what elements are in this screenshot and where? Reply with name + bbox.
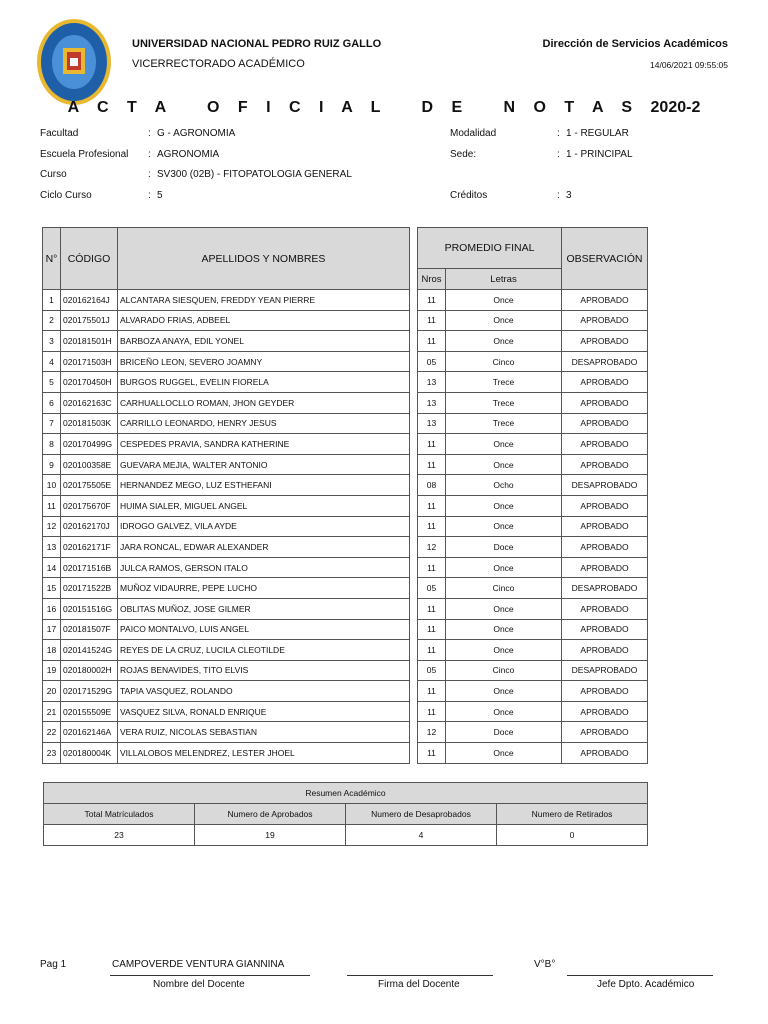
grade-row	[418, 290, 648, 311]
grade-number: 05	[418, 578, 446, 599]
observation: APROBADO	[562, 434, 648, 455]
student-code: 020171516B	[61, 557, 118, 578]
table-row	[43, 331, 410, 352]
grade-number: 11	[418, 495, 446, 516]
ciclo-label: Ciclo Curso	[40, 190, 92, 201]
modalidad-label: Modalidad	[450, 128, 497, 139]
table-row	[43, 351, 410, 372]
header-num: N°	[43, 228, 61, 290]
summary-title: Resumen Académico	[44, 783, 648, 804]
grade-row	[418, 660, 648, 681]
colon: :	[148, 128, 151, 139]
grade-row	[418, 537, 648, 558]
grade-number: 11	[418, 454, 446, 475]
grade-row	[418, 310, 648, 331]
grade-number: 11	[418, 516, 446, 537]
grade-number: 11	[418, 701, 446, 722]
student-code: 020181501H	[61, 331, 118, 352]
table-row	[43, 454, 410, 475]
student-code: 020180002H	[61, 660, 118, 681]
student-name: OBLITAS MUÑOZ, JOSE GILMER	[118, 598, 410, 619]
grade-number: 11	[418, 557, 446, 578]
head-signature-line	[567, 975, 713, 976]
row-number: 5	[43, 372, 61, 393]
row-number: 7	[43, 413, 61, 434]
student-name: ROJAS BENAVIDES, TITO ELVIS	[118, 660, 410, 681]
grade-row	[418, 475, 648, 496]
student-name: REYES DE LA CRUZ, LUCILA CLEOTILDE	[118, 640, 410, 661]
student-code: 020181507F	[61, 619, 118, 640]
summary-total: 23	[44, 825, 195, 846]
row-number: 10	[43, 475, 61, 496]
colon: :	[557, 128, 560, 139]
observation: APROBADO	[562, 743, 648, 764]
grade-number: 11	[418, 640, 446, 661]
grade-row	[418, 578, 648, 599]
page-title	[0, 99, 768, 117]
nombre-docente-label: Nombre del Docente	[153, 979, 245, 990]
grade-letters: Once	[446, 743, 562, 764]
grade-row	[418, 619, 648, 640]
student-name: BRICEÑO LEON, SEVERO JOAMNY	[118, 351, 410, 372]
timestamp: 14/06/2021 09:55:05	[650, 60, 728, 70]
row-number: 13	[43, 537, 61, 558]
student-name: PAICO MONTALVO, LUIS ANGEL	[118, 619, 410, 640]
summary-aprobados: 19	[195, 825, 346, 846]
grade-number: 11	[418, 331, 446, 352]
student-code: 020171503H	[61, 351, 118, 372]
grade-row	[418, 701, 648, 722]
page-number: Pag 1	[40, 959, 67, 970]
grade-letters: Once	[446, 557, 562, 578]
table-row	[43, 701, 410, 722]
student-name: VILLALOBOS MELENDREZ, LESTER JHOEL	[118, 743, 410, 764]
student-name: JULCA RAMOS, GERSON ITALO	[118, 557, 410, 578]
colon: :	[557, 149, 560, 160]
grade-row	[418, 372, 648, 393]
grade-number: 13	[418, 392, 446, 413]
grade-letters: Once	[446, 619, 562, 640]
curso-value: SV300 (02B) - FITOPATOLOGIA GENERAL	[157, 169, 352, 180]
header-promedio: PROMEDIO FINAL	[418, 228, 562, 269]
row-number: 16	[43, 598, 61, 619]
university-seal-icon	[36, 18, 112, 106]
table-row	[43, 537, 410, 558]
observation: DESAPROBADO	[562, 578, 648, 599]
teacher-name-line	[110, 975, 310, 976]
observation: APROBADO	[562, 537, 648, 558]
row-number: 2	[43, 310, 61, 331]
table-row	[43, 660, 410, 681]
student-code: 020162170J	[61, 516, 118, 537]
row-number: 17	[43, 619, 61, 640]
grade-number: 11	[418, 619, 446, 640]
row-number: 23	[43, 743, 61, 764]
observation: DESAPROBADO	[562, 660, 648, 681]
observation: APROBADO	[562, 701, 648, 722]
student-code: 020170499G	[61, 434, 118, 455]
student-name: TAPIA VASQUEZ, ROLANDO	[118, 681, 410, 702]
row-number: 15	[43, 578, 61, 599]
grade-letters: Once	[446, 310, 562, 331]
student-name: JARA RONCAL, EDWAR ALEXANDER	[118, 537, 410, 558]
row-number: 3	[43, 331, 61, 352]
row-number: 19	[43, 660, 61, 681]
table-row	[43, 434, 410, 455]
grade-row	[418, 681, 648, 702]
university-name: UNIVERSIDAD NACIONAL PEDRO RUIZ GALLO	[132, 38, 382, 50]
grade-number: 05	[418, 351, 446, 372]
summary-header: Numero de Aprobados	[195, 804, 346, 825]
student-code: 020162164J	[61, 290, 118, 311]
grade-number: 13	[418, 372, 446, 393]
grade-number: 12	[418, 537, 446, 558]
modalidad-value: 1 - REGULAR	[566, 128, 629, 139]
table-row	[43, 722, 410, 743]
facultad-label: Facultad	[40, 128, 79, 139]
grade-letters: Once	[446, 495, 562, 516]
grade-letters: Once	[446, 290, 562, 311]
header-code: CÓDIGO	[61, 228, 118, 290]
row-number: 14	[43, 557, 61, 578]
header-observacion: OBSERVACIÓN	[562, 228, 648, 290]
student-code: 020175505E	[61, 475, 118, 496]
student-name: BURGOS RUGGEL, EVELIN FIORELA	[118, 372, 410, 393]
row-number: 1	[43, 290, 61, 311]
observation: DESAPROBADO	[562, 475, 648, 496]
table-row	[43, 290, 410, 311]
row-number: 4	[43, 351, 61, 372]
student-code: 020175501J	[61, 310, 118, 331]
ciclo-value: 5	[157, 190, 163, 201]
summary-header: Numero de Retirados	[497, 804, 648, 825]
student-code: 020181503K	[61, 413, 118, 434]
header-nros: Nros	[418, 269, 446, 290]
grade-letters: Once	[446, 701, 562, 722]
student-code: 020162163C	[61, 392, 118, 413]
table-row	[43, 413, 410, 434]
row-number: 9	[43, 454, 61, 475]
creditos-value: 3	[566, 190, 572, 201]
grade-number: 11	[418, 434, 446, 455]
row-number: 21	[43, 701, 61, 722]
creditos-label: Créditos	[450, 190, 488, 201]
student-code: 020162171F	[61, 537, 118, 558]
row-number: 11	[43, 495, 61, 516]
student-code: 020155509E	[61, 701, 118, 722]
observation: APROBADO	[562, 681, 648, 702]
teacher-name: CAMPOVERDE VENTURA GIANNINA	[112, 959, 285, 970]
observation: APROBADO	[562, 557, 648, 578]
row-number: 12	[43, 516, 61, 537]
grade-letters: Doce	[446, 537, 562, 558]
table-row	[43, 578, 410, 599]
grade-letters: Cinco	[446, 351, 562, 372]
table-row	[43, 516, 410, 537]
row-number: 20	[43, 681, 61, 702]
table-row	[43, 495, 410, 516]
student-code: 020162146A	[61, 722, 118, 743]
student-name: VASQUEZ SILVA, RONALD ENRIQUE	[118, 701, 410, 722]
grade-row	[418, 392, 648, 413]
header-letras: Letras	[446, 269, 562, 290]
observation: APROBADO	[562, 598, 648, 619]
grade-row	[418, 495, 648, 516]
header-name: APELLIDOS Y NOMBRES	[118, 228, 410, 290]
student-code: 020175670F	[61, 495, 118, 516]
observation: APROBADO	[562, 392, 648, 413]
table-row	[43, 640, 410, 661]
grade-number: 11	[418, 310, 446, 331]
table-row	[43, 598, 410, 619]
colon: :	[148, 190, 151, 201]
grade-row	[418, 454, 648, 475]
observation: APROBADO	[562, 722, 648, 743]
student-code: 020171529G	[61, 681, 118, 702]
grade-row	[418, 640, 648, 661]
student-code: 020180004K	[61, 743, 118, 764]
table-row	[43, 557, 410, 578]
grade-row	[418, 516, 648, 537]
grade-letters: Cinco	[446, 660, 562, 681]
title-text: A C T A O F I C I A L D E N O T A S	[67, 99, 640, 116]
table-row	[43, 681, 410, 702]
observation: APROBADO	[562, 454, 648, 475]
facultad-value: G - AGRONOMIA	[157, 128, 236, 139]
summary-header: Numero de Desaprobados	[346, 804, 497, 825]
grade-number: 11	[418, 743, 446, 764]
grades-table	[417, 227, 648, 764]
student-name: CARRILLO LEONARDO, HENRY JESUS	[118, 413, 410, 434]
curso-label: Curso	[40, 169, 67, 180]
table-row	[43, 372, 410, 393]
students-table	[42, 227, 410, 764]
grade-letters: Once	[446, 516, 562, 537]
grade-number: 05	[418, 660, 446, 681]
student-name: MUÑOZ VIDAURRE, PEPE LUCHO	[118, 578, 410, 599]
grade-letters: Once	[446, 454, 562, 475]
grade-row	[418, 557, 648, 578]
table-row	[43, 619, 410, 640]
observation: APROBADO	[562, 640, 648, 661]
student-name: ALVARADO FRIAS, ADBEEL	[118, 310, 410, 331]
grade-number: 11	[418, 290, 446, 311]
student-code: 020141524G	[61, 640, 118, 661]
firma-docente-label: Firma del Docente	[378, 979, 460, 990]
grade-row	[418, 743, 648, 764]
direction-name: Dirección de Servicios Académicos	[542, 38, 728, 50]
student-name: ALCANTARA SIESQUEN, FREDDY YEAN PIERRE	[118, 290, 410, 311]
escuela-value: AGRONOMIA	[157, 149, 220, 160]
grade-letters: Ocho	[446, 475, 562, 496]
student-name: HUIMA SIALER, MIGUEL ANGEL	[118, 495, 410, 516]
observation: APROBADO	[562, 290, 648, 311]
student-code: 020151516G	[61, 598, 118, 619]
student-name: CESPEDES PRAVIA, SANDRA KATHERINE	[118, 434, 410, 455]
jefe-label: Jefe Dpto. Académico	[597, 979, 695, 990]
student-name: HERNANDEZ MEGO, LUZ ESTHEFANI	[118, 475, 410, 496]
student-name: BARBOZA ANAYA, EDIL YONEL	[118, 331, 410, 352]
colon: :	[148, 149, 151, 160]
grade-number: 11	[418, 598, 446, 619]
colon: :	[148, 169, 151, 180]
sede-label: Sede:	[450, 149, 477, 160]
grade-row	[418, 331, 648, 352]
observation: APROBADO	[562, 310, 648, 331]
grade-letters: Doce	[446, 722, 562, 743]
student-code: 020100358E	[61, 454, 118, 475]
grade-letters: Once	[446, 331, 562, 352]
student-name: CARHUALLOCLLO ROMAN, JHON GEYDER	[118, 392, 410, 413]
grade-letters: Trece	[446, 392, 562, 413]
grade-row	[418, 434, 648, 455]
row-number: 22	[43, 722, 61, 743]
student-code: 020170450H	[61, 372, 118, 393]
grade-letters: Trece	[446, 413, 562, 434]
escuela-label: Escuela Profesional	[40, 149, 129, 160]
observation: APROBADO	[562, 495, 648, 516]
student-name: IDROGO GALVEZ, VILA AYDE	[118, 516, 410, 537]
row-number: 18	[43, 640, 61, 661]
vice-rectorate: VICERRECTORADO ACADÉMICO	[132, 58, 305, 70]
grade-row	[418, 598, 648, 619]
summary-retirados: 0	[497, 825, 648, 846]
grade-number: 13	[418, 413, 446, 434]
observation: APROBADO	[562, 372, 648, 393]
colon: :	[557, 190, 560, 201]
vb-label: V°B°	[534, 959, 556, 970]
grade-letters: Once	[446, 681, 562, 702]
title-year: 2020-2	[650, 99, 701, 116]
observation: APROBADO	[562, 619, 648, 640]
grade-number: 08	[418, 475, 446, 496]
observation: APROBADO	[562, 516, 648, 537]
table-row	[43, 310, 410, 331]
observation: APROBADO	[562, 331, 648, 352]
student-name: VERA RUIZ, NICOLAS SEBASTIAN	[118, 722, 410, 743]
grade-letters: Once	[446, 434, 562, 455]
table-row	[43, 743, 410, 764]
grade-letters: Once	[446, 598, 562, 619]
student-name: GUEVARA MEJIA, WALTER ANTONIO	[118, 454, 410, 475]
grade-row	[418, 722, 648, 743]
observation: DESAPROBADO	[562, 351, 648, 372]
row-number: 8	[43, 434, 61, 455]
grade-letters: Trece	[446, 372, 562, 393]
table-row	[43, 475, 410, 496]
table-row	[43, 392, 410, 413]
observation: APROBADO	[562, 413, 648, 434]
student-code: 020171522B	[61, 578, 118, 599]
summary-desaprobados: 4	[346, 825, 497, 846]
grade-letters: Cinco	[446, 578, 562, 599]
grade-row	[418, 413, 648, 434]
grade-number: 11	[418, 681, 446, 702]
teacher-signature-line	[347, 975, 493, 976]
summary-header: Total Matrículados	[44, 804, 195, 825]
grade-letters: Once	[446, 640, 562, 661]
row-number: 6	[43, 392, 61, 413]
summary-table	[43, 782, 648, 846]
grade-number: 12	[418, 722, 446, 743]
grade-row	[418, 351, 648, 372]
sede-value: 1 - PRINCIPAL	[566, 149, 633, 160]
